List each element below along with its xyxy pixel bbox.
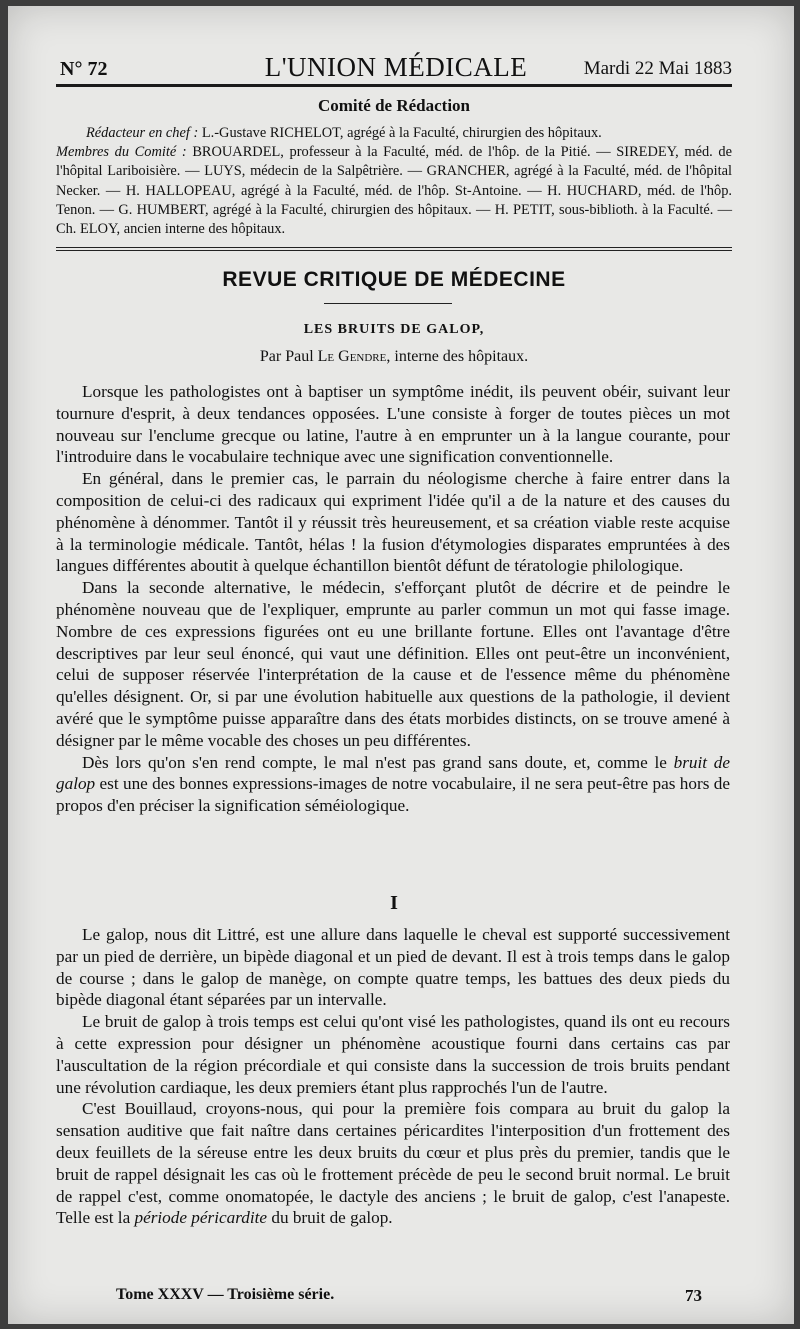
paragraph-7: [56, 1098, 730, 1229]
paragraph-4-text-a: Dès lors qu'on s'en rend compte, le mal n'est pas grand sans doute, et, comme le: [82, 752, 674, 772]
paragraph-3: Dans la seconde alternative, le médecin, s'efforçant plutôt de décrire et de peindre le phénomène nouveau que de l'expliquer, emprunte au parler commun un mot qui fasse image. Nombre de ces expressions figurées ont eu une brillante fortune. Elles ont l'avantage d'être descriptives par leur seul énoncé, qui vaut une définition. Elles ont peut-être un inconvénient, celui de supposer réservée l'interprétation de la cause et de l'essence même du phénomène qu'elles désignent. Or, si par une évolution habituelle aux questions de la pathologie, il devient avéré que le symptôme puisse apparaître dans des états morbides distincts, on se trouve amené à désigner par le même vocable des choses un peu différentes.: [56, 578, 730, 750]
committee-title: Comité de Rédaction: [317, 96, 471, 115]
editor-label: Rédacteur en chef :: [86, 125, 199, 141]
journal-title: L'UNION MÉDICALE: [264, 52, 528, 82]
newspaper-page: [8, 6, 794, 1324]
page-footer: [56, 1286, 732, 1308]
members-text: BROUARDEL, professeur à la Faculté, méd. de l'hôp. de la Pitié. — SIREDEY, méd. de l'hôpital Lariboisière. — LUYS, médecin de la Salpêtrière. — GRANCHER, agrégé à la Faculté, méd. de l'hôpital Necker. — H. HALLOPEAU, agrégé à la Faculté, méd. de l'hôp. St-Antoine. — H. HUCHARD, méd. de l'hôp. Tenon. — G. HUMBERT, agrégé à la Faculté, chirurgien des hôpitaux. — H. PETIT, sous-biblioth. à la Faculté. — Ch. ELOY, ancien interne des hôpitaux.: [56, 144, 733, 238]
section-title: REVUE CRITIQUE DE MÉDECINE: [222, 268, 566, 291]
byline-suffix: , interne des hôpitaux.: [386, 348, 529, 365]
paragraph-1: Lorsque les pathologistes ont à baptiser un symptôme inédit, ils peuvent obéir, suivant leur tournure d'esprit, à deux tendances opposées. L'une consiste à forger de toutes pièces un mot nouveau sur l'enclume grecque ou latine, l'autre à en emprunter un à la langue courante, pour l'introduire dans le vocabulaire technique avec une signification conventionnelle.: [56, 382, 730, 467]
paragraph-7-emphasis: période péricardite: [134, 1208, 268, 1228]
committee-block: [56, 124, 732, 239]
volume-label: Tome XXXV — Troisième série.: [116, 1286, 335, 1303]
editor-text: L.-Gustave RICHELOT, agrégé à la Faculté, chirurgien des hôpitaux.: [198, 125, 602, 141]
section-rule: [324, 303, 452, 304]
issue-number: N° 72: [60, 58, 108, 80]
paragraph-5: Le galop, nous dit Littré, est une allure dans laquelle le cheval est supporté successivement par un pied de derrière, un bipède diagonal et un pied de devant. Il est à trois temps dans le galop de course ; dans le galop de manège, on compte quatre temps, les battues des deux pieds du bipède diagonal étant séparées par un intervalle.: [56, 925, 730, 1010]
article-body-part-1: [56, 381, 730, 817]
paragraph-7-text-a: C'est Bouillaud, croyons-nous, qui pour la première fois compara au bruit du galop la sensation auditive que fait naître dans certaines péricardites l'interposition d'un frottement des deux feuillets de la séreuse entre les deux bruits du cœur et plus près du premier, tandis que le bruit de rappel désignait les cas où le frottement précède de peu le second bruit normal. Le bruit de rappel c'est, comme onomatopée, le dactyle des anciens ; le bruit de galop, c'est l'anapeste. Telle est la: [56, 1099, 730, 1228]
article-body-part-2: [56, 924, 730, 1229]
members-line: [56, 143, 732, 239]
masthead: [60, 52, 732, 82]
article-subtitle: LES BRUITS DE GALOP,: [303, 322, 485, 337]
editor-line: [56, 124, 732, 143]
byline-prefix: Par Paul: [259, 348, 318, 365]
paragraph-2: En général, dans le premier cas, le parrain du néologisme cherche à faire entrer dans la composition de celui-ci des radicaux qui expriment l'idée qu'il a de la nature et des causes du phénomène à dénommer. Tantôt il y réussit très heureusement, et sa création viable reste acquise à la terminologie médicale. Tantôt, hélas ! la fusion d'étymologies disparates empruntées à des langues différentes aboutit à quelque échantillon bientôt défunt de tératologie philologique.: [56, 469, 730, 576]
issue-date: Mardi 22 Mai 1883: [583, 58, 732, 79]
committee-rule-bottom: [56, 250, 732, 251]
masthead-rule: [56, 84, 732, 87]
paragraph-4-emphasis: bruit de galop: [56, 752, 730, 794]
article-byline: [56, 348, 732, 366]
paragraph-7-text-b: du bruit de galop.: [267, 1208, 393, 1228]
section-numeral: I: [390, 892, 398, 914]
byline-name: Le Gendre: [317, 348, 387, 365]
members-label: Membres du Comité :: [56, 144, 187, 161]
committee-rule-top: [56, 247, 732, 248]
paragraph-4: [56, 752, 730, 817]
page-number: 73: [685, 1286, 702, 1305]
paragraph-4-text-b: est une des bonnes expressions-images de notre vocabulaire, il ne sera peut-être pas hors de propos d'en préciser la signification séméiologique.: [56, 774, 730, 816]
paragraph-6: Le bruit de galop à trois temps est celui qu'ont visé les pathologistes, quand ils ont eu recours à cette expression pour désigner un phénomène acoustique fourni dans certains cas par l'auscultation de la région précordiale et qui consiste dans la succession de trois bruits pendant une révolution cardiaque, les deux premiers étant plus rapprochés l'un de l'autre.: [56, 1012, 730, 1097]
